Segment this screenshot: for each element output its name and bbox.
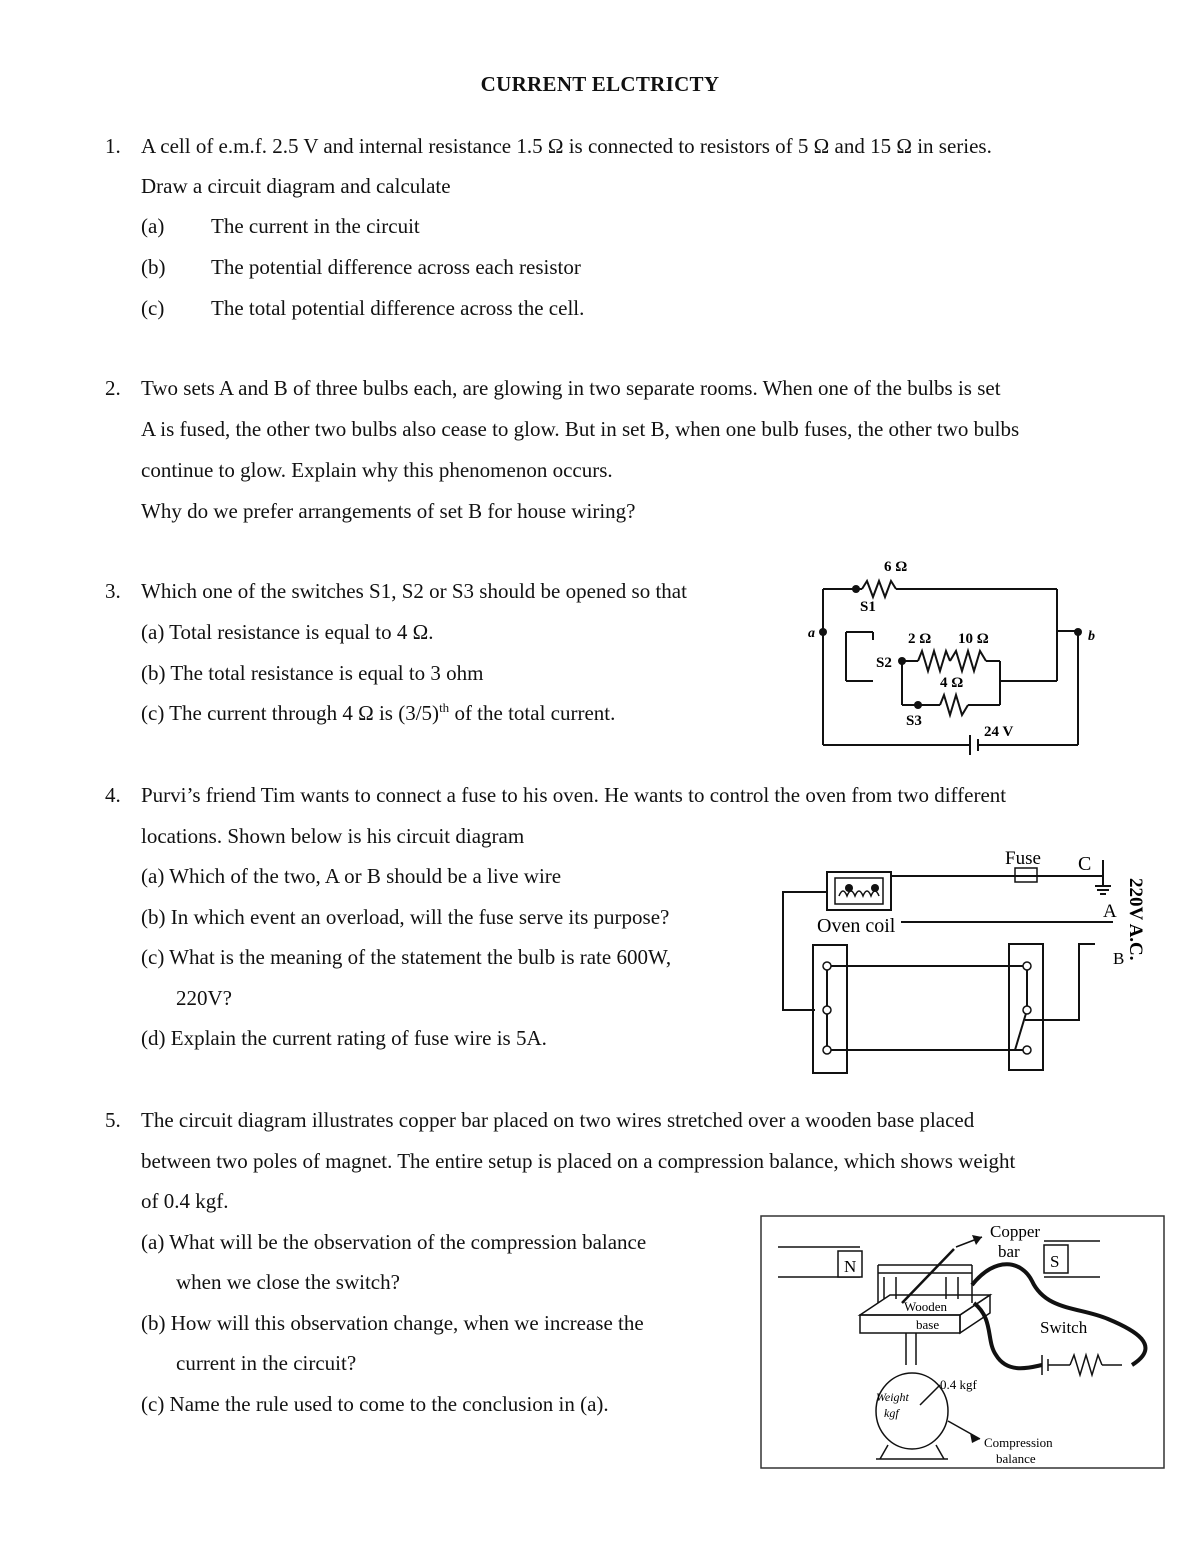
question-1-line-2: Draw a circuit diagram and calculate xyxy=(141,174,451,198)
question-1-part-b-label: (b) xyxy=(141,255,166,279)
q3-label-4ohm: 4 Ω xyxy=(940,675,964,691)
question-4-part-a: (a) Which of the two, A or B should be a live wire xyxy=(141,864,562,888)
q3-circuit-diagram xyxy=(800,545,1110,765)
q3-label-b: b xyxy=(1088,629,1095,644)
question-3-part-a: (a) Total resistance is equal to 4 Ω. xyxy=(141,620,434,644)
question-4-line-1: Purvi’s friend Tim wants to connect a fuse to his oven. He wants to control the oven from two different xyxy=(141,783,1007,807)
q4-label-c: C xyxy=(1078,853,1092,875)
question-3-line-1: Which one of the switches S1, S2 or S3 should be opened so that xyxy=(141,579,687,603)
q3-label-10ohm: 10 Ω xyxy=(958,631,989,647)
question-1-part-c-text: The total potential difference across the cell. xyxy=(211,296,585,320)
q4-label-a: A xyxy=(1103,901,1117,922)
q3-label-6ohm: 6 Ω xyxy=(884,559,908,575)
question-4-part-d: (d) Explain the current rating of fuse wire is 5A. xyxy=(141,1026,547,1050)
q5-copper-bar-diagram xyxy=(760,1215,1166,1471)
q3-label-a: a xyxy=(808,626,815,641)
question-4-number: 4. xyxy=(105,783,121,807)
q3-label-s2: S2 xyxy=(876,655,892,671)
q3-label-24v: 24 V xyxy=(984,724,1014,740)
question-5-line-2: between two poles of magnet. The entire setup is placed on a compression balance, which shows weight xyxy=(141,1149,1016,1173)
q5-label-bar: bar xyxy=(998,1242,1020,1261)
q5-label-switch: Switch xyxy=(1040,1318,1088,1337)
q4-label-oven-coil: Oven coil xyxy=(817,915,896,937)
q3-label-s1: S1 xyxy=(860,599,876,615)
question-1-part-a-text: The current in the circuit xyxy=(211,214,420,238)
question-1-number: 1. xyxy=(105,134,121,158)
question-3-part-c-post: of the total current. xyxy=(449,701,616,725)
question-2-line-1: Two sets A and B of three bulbs each, are glowing in two separate rooms. When one of the bulbs is set xyxy=(141,376,1001,400)
question-3-number: 3. xyxy=(105,579,121,603)
q5-label-base: base xyxy=(916,1317,940,1332)
question-5-part-a-cont: when we close the switch? xyxy=(176,1270,400,1294)
question-1-part-c-label: (c) xyxy=(141,296,165,320)
question-5-part-a: (a) What will be the observation of the compression balance xyxy=(141,1230,647,1254)
question-5-line-3: of 0.4 kgf. xyxy=(141,1189,229,1213)
question-5-line-1: The circuit diagram illustrates copper bar placed on two wires stretched over a wooden base placed xyxy=(141,1108,975,1132)
question-5-number: 5. xyxy=(105,1108,121,1132)
question-2-line-2: A is fused, the other two bulbs also cease to glow. But in set B, when one bulb fuses, the other two bulbs xyxy=(141,417,1020,441)
question-1-part-b-text: The potential difference across each resistor xyxy=(211,255,581,279)
q3-label-2ohm: 2 Ω xyxy=(908,631,932,647)
q5-label-wooden: Wooden xyxy=(904,1299,947,1314)
question-2-number: 2. xyxy=(105,376,121,400)
question-2-line-4: Why do we prefer arrangements of set B for house wiring? xyxy=(141,499,636,523)
q4-oven-circuit-diagram xyxy=(775,840,1165,1080)
question-5-part-c: (c) Name the rule used to come to the conclusion in (a). xyxy=(141,1392,609,1416)
question-5-part-b-cont: current in the circuit? xyxy=(176,1351,357,1375)
question-3-part-c-pre: (c) The current through 4 Ω is (3/5) xyxy=(141,701,440,725)
q5-label-compression: Compression xyxy=(984,1435,1053,1450)
question-1-part-a-label: (a) xyxy=(141,214,165,238)
question-3-part-c xyxy=(141,699,615,727)
q3-label-s3: S3 xyxy=(906,713,922,729)
q5-label-copper: Copper xyxy=(990,1222,1041,1241)
question-1-line-1: A cell of e.m.f. 2.5 V and internal resistance 1.5 Ω is connected to resistors of 5 Ω and 15 Ω in series. xyxy=(141,134,992,158)
q5-label-reading: 0.4 kgf xyxy=(940,1377,977,1392)
question-4-part-c: (c) What is the meaning of the statement the bulb is rate 600W, xyxy=(141,945,672,969)
q4-label-fuse: Fuse xyxy=(1005,848,1041,869)
question-2-line-3: continue to glow. Explain why this phenomenon occurs. xyxy=(141,458,613,482)
question-3-part-c-sup: th xyxy=(439,700,450,715)
q5-label-s: S xyxy=(1050,1252,1060,1271)
q5-label-kgf: kgf xyxy=(884,1406,899,1420)
q4-label-supply: 220V A.C. xyxy=(1125,878,1146,961)
q5-label-weight: Weight xyxy=(876,1390,909,1404)
question-4-part-b: (b) In which event an overload, will the fuse serve its purpose? xyxy=(141,905,670,929)
page-title: CURRENT ELCTRICTY xyxy=(480,72,720,96)
q5-label-balance: balance xyxy=(996,1451,1036,1466)
question-3-part-b: (b) The total resistance is equal to 3 ohm xyxy=(141,661,484,685)
q5-label-n: N xyxy=(844,1257,857,1276)
q4-label-b: B xyxy=(1113,949,1125,968)
question-4-part-c-cont: 220V? xyxy=(176,986,232,1010)
question-4-line-2: locations. Shown below is his circuit diagram xyxy=(141,824,525,848)
question-5-part-b: (b) How will this observation change, when we increase the xyxy=(141,1311,644,1335)
